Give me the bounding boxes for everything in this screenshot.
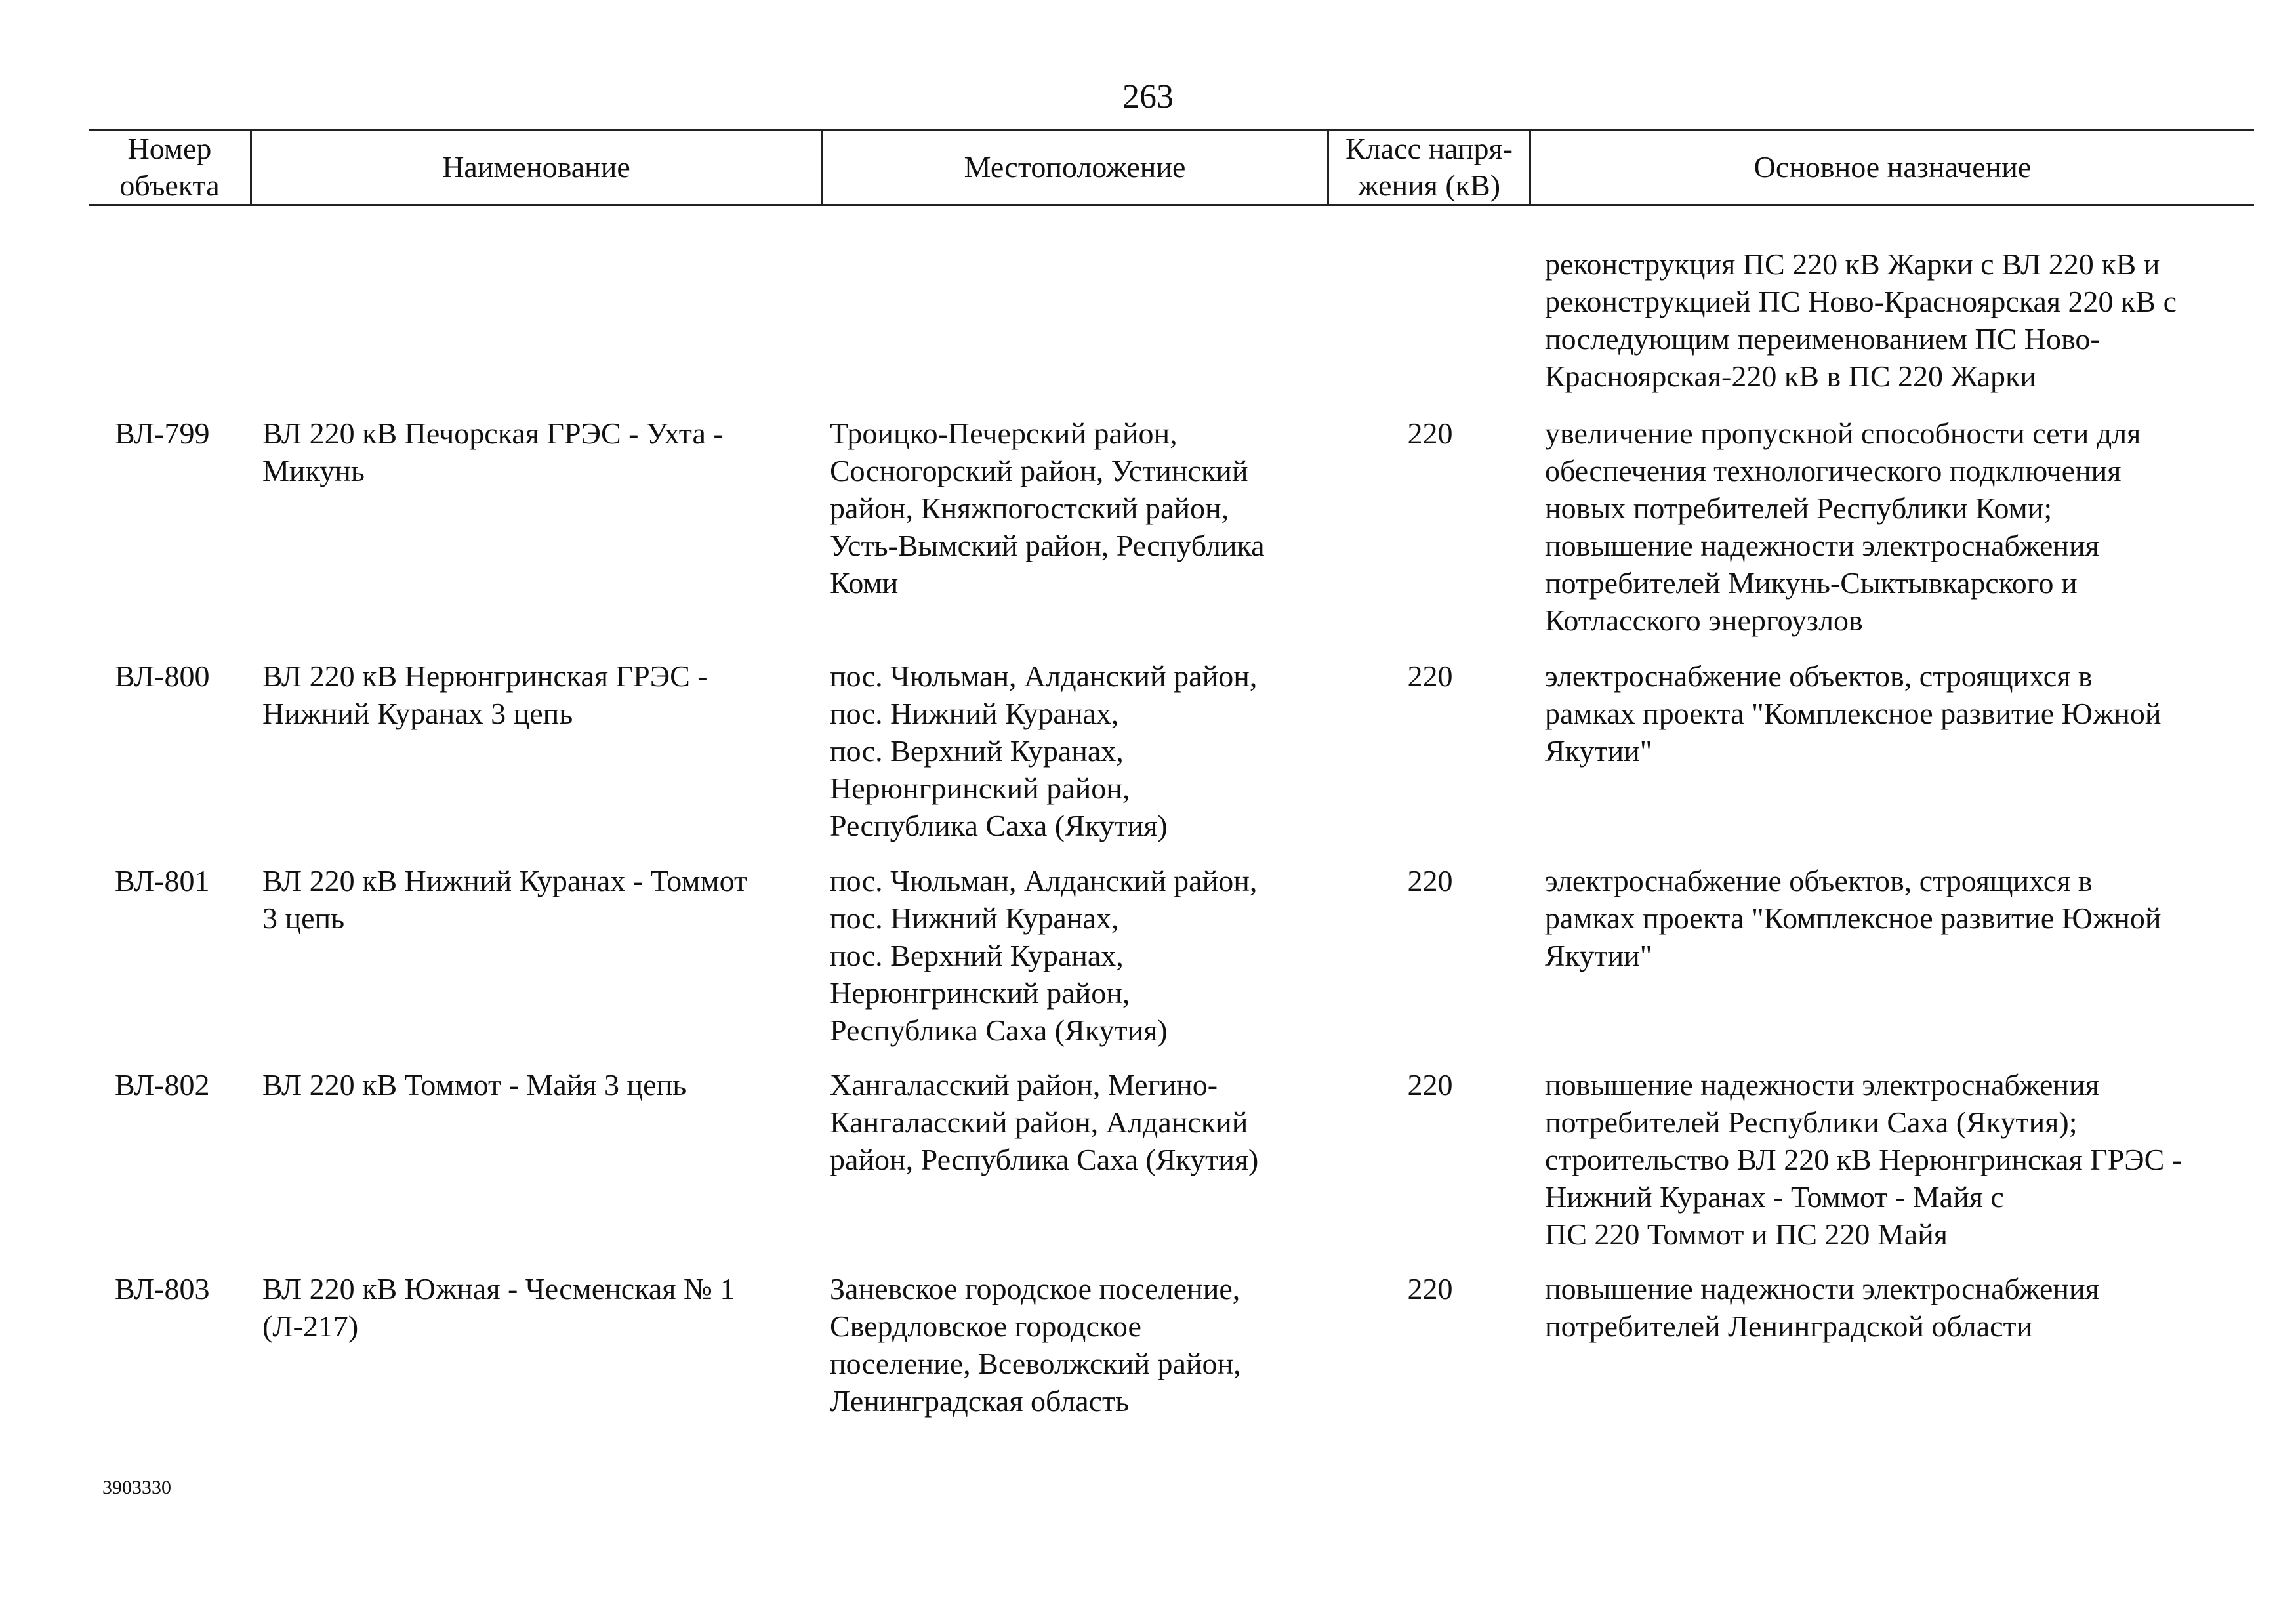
- object-voltage: 220: [1407, 864, 1453, 897]
- document-code: 3903330: [102, 1477, 171, 1498]
- object-purpose: электроснабжение объектов, строящихся в рамках проекта "Комплексное развитие Южной Якутии": [1545, 864, 2162, 972]
- object-purpose: повышение надежности электроснабжения потребителей Ленинградской области: [1545, 1272, 2099, 1343]
- object-name: ВЛ 220 кВ Нижний Куранах - Томмот 3 цепь: [262, 864, 748, 935]
- header-location: Местоположение: [823, 131, 1329, 204]
- header-voltage: [1329, 131, 1531, 204]
- object-number: ВЛ-802: [115, 1068, 210, 1101]
- object-name: ВЛ 220 кВ Южная - Чесменская № 1 (Л-217): [262, 1272, 735, 1343]
- object-name: ВЛ 220 кВ Томмот - Майя 3 цепь: [262, 1068, 687, 1101]
- object-location: Хангаласский район, Мегино- Кангаласский район, Алданский район, Республика Саха (Якутия): [830, 1068, 1259, 1176]
- object-name: ВЛ 220 кВ Печорская ГРЭС - Ухта - Микунь: [262, 417, 724, 487]
- continuation-purpose: реконструкция ПС 220 кВ Жарки с ВЛ 220 кВ и реконструкцией ПС Ново-Красноярская 220 кВ с последующим переименованием ПС Ново- Красноярская-220 кВ в ПС 220 Жарки: [1545, 247, 2177, 393]
- page-number: 263: [1122, 78, 1174, 115]
- object-voltage: 220: [1407, 1272, 1453, 1305]
- object-voltage: 220: [1407, 659, 1453, 693]
- header-name: Наименование: [252, 131, 823, 204]
- object-number: ВЛ-801: [115, 864, 210, 897]
- object-location: Троицко-Печерский район, Сосногорский район, Устинский район, Княжпогостский район, Усть-Вымский район, Республика Коми: [830, 417, 1265, 600]
- header-object-number: [89, 131, 252, 204]
- object-purpose: электроснабжение объектов, строящихся в рамках проекта "Комплексное развитие Южной Якутии": [1545, 659, 2162, 768]
- table-header: [89, 129, 2254, 206]
- object-purpose: повышение надежности электроснабжения потребителей Республики Саха (Якутия); строительство ВЛ 220 кВ Нерюнгринская ГРЭС - Нижний Куранах - Томмот - Майя с ПС 220 Томмот и ПС 220 Майя: [1545, 1068, 2183, 1251]
- header-purpose: Основное назначение: [1753, 150, 2032, 184]
- header-object-number-line2: объекта: [119, 169, 220, 202]
- object-number: ВЛ-803: [115, 1272, 210, 1305]
- object-location: пос. Чюльман, Алданский район, пос. Нижний Куранах, пос. Верхний Куранах, Нерюнгринский район, Республика Саха (Якутия): [830, 659, 1258, 842]
- object-voltage: 220: [1407, 417, 1453, 450]
- object-purpose: увеличение пропускной способности сети для обеспечения технологического подключения новых потребителей Республики Коми; повышение надежности электроснабжения потребителей Микунь-Сыктывкарского и Котласского энергоузлов: [1545, 417, 2141, 637]
- header-voltage-line2: жения (кВ): [1357, 169, 1501, 202]
- object-location: пос. Чюльман, Алданский район, пос. Нижний Куранах, пос. Верхний Куранах, Нерюнгринский район, Республика Саха (Якутия): [830, 864, 1258, 1047]
- object-number: ВЛ-799: [115, 417, 210, 450]
- header-voltage-line1: Класс напря-: [1345, 132, 1513, 165]
- object-voltage: 220: [1407, 1068, 1453, 1101]
- object-name: ВЛ 220 кВ Нерюнгринская ГРЭС - Нижний Куранах 3 цепь: [262, 659, 708, 730]
- header-object-number-line1: Номер: [127, 132, 212, 165]
- object-number: ВЛ-800: [115, 659, 210, 693]
- object-location: Заневское городское поселение, Свердловское городское поселение, Всеволжский район, Ленинградская область: [830, 1272, 1241, 1418]
